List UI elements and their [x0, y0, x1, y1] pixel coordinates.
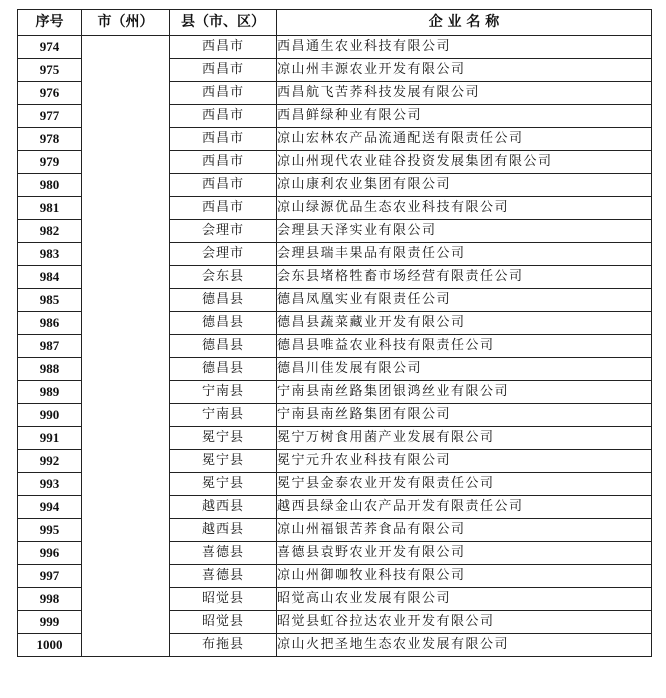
row-index: 975 [18, 59, 82, 82]
row-county: 冕宁县 [170, 450, 277, 473]
row-county: 宁南县 [170, 404, 277, 427]
row-company: 越西县绿金山农产品开发有限责任公司 [277, 496, 652, 519]
row-index: 978 [18, 128, 82, 151]
row-company: 凉山州丰源农业开发有限公司 [277, 59, 652, 82]
row-county: 西昌市 [170, 82, 277, 105]
row-index: 983 [18, 243, 82, 266]
row-index: 984 [18, 266, 82, 289]
row-company: 德昌县唯益农业科技有限责任公司 [277, 335, 652, 358]
row-index: 997 [18, 565, 82, 588]
row-county: 布拖县 [170, 634, 277, 657]
row-county: 越西县 [170, 496, 277, 519]
row-company: 西昌通生农业科技有限公司 [277, 36, 652, 59]
row-index: 998 [18, 588, 82, 611]
row-county: 西昌市 [170, 59, 277, 82]
row-index: 1000 [18, 634, 82, 657]
row-company: 凉山康利农业集团有限公司 [277, 174, 652, 197]
row-index: 985 [18, 289, 82, 312]
row-company: 凉山州现代农业硅谷投资发展集团有限公司 [277, 151, 652, 174]
row-company: 西昌鲜绿种业有限公司 [277, 105, 652, 128]
row-county: 德昌县 [170, 289, 277, 312]
table-header-row [18, 10, 652, 36]
table-body [18, 36, 652, 657]
row-county: 喜德县 [170, 542, 277, 565]
row-index: 995 [18, 519, 82, 542]
row-county: 西昌市 [170, 105, 277, 128]
row-county: 昭觉县 [170, 588, 277, 611]
row-county: 西昌市 [170, 36, 277, 59]
row-county: 越西县 [170, 519, 277, 542]
row-county: 西昌市 [170, 174, 277, 197]
row-county: 德昌县 [170, 335, 277, 358]
row-county: 冕宁县 [170, 427, 277, 450]
row-index: 987 [18, 335, 82, 358]
row-county: 喜德县 [170, 565, 277, 588]
row-company: 德昌凤凰实业有限责任公司 [277, 289, 652, 312]
header-index: 序号 [18, 10, 82, 36]
row-county: 昭觉县 [170, 611, 277, 634]
row-county: 冕宁县 [170, 473, 277, 496]
row-index: 980 [18, 174, 82, 197]
row-company: 昭觉县虹谷拉达农业开发有限公司 [277, 611, 652, 634]
row-index: 977 [18, 105, 82, 128]
row-company: 冕宁元升农业科技有限公司 [277, 450, 652, 473]
row-company: 会理县天泽实业有限公司 [277, 220, 652, 243]
header-city: 市（州） [82, 10, 170, 36]
row-company: 凉山宏林农产品流通配送有限责任公司 [277, 128, 652, 151]
row-index: 976 [18, 82, 82, 105]
row-company: 德昌县蔬菜藏业开发有限公司 [277, 312, 652, 335]
row-county: 西昌市 [170, 151, 277, 174]
row-company: 会东县堵格牲畜市场经营有限责任公司 [277, 266, 652, 289]
row-index: 993 [18, 473, 82, 496]
row-company: 会理县瑞丰果品有限责任公司 [277, 243, 652, 266]
row-index: 996 [18, 542, 82, 565]
table-row [18, 36, 652, 59]
row-company: 喜德县袁野农业开发有限公司 [277, 542, 652, 565]
row-index: 999 [18, 611, 82, 634]
row-index: 974 [18, 36, 82, 59]
row-index: 986 [18, 312, 82, 335]
row-company: 凉山火把圣地生态农业发展有限公司 [277, 634, 652, 657]
row-index: 994 [18, 496, 82, 519]
row-county: 德昌县 [170, 358, 277, 381]
row-company: 冕宁县金泰农业开发有限责任公司 [277, 473, 652, 496]
row-company: 凉山州御咖牧业科技有限公司 [277, 565, 652, 588]
row-index: 991 [18, 427, 82, 450]
enterprise-table [17, 9, 652, 657]
row-county: 宁南县 [170, 381, 277, 404]
row-city-merged [82, 36, 170, 657]
row-index: 981 [18, 197, 82, 220]
row-index: 979 [18, 151, 82, 174]
row-index: 989 [18, 381, 82, 404]
row-county: 会理市 [170, 243, 277, 266]
row-index: 990 [18, 404, 82, 427]
row-county: 德昌县 [170, 312, 277, 335]
row-company: 宁南县南丝路集团银鸿丝业有限公司 [277, 381, 652, 404]
header-company: 企 业 名 称 [277, 10, 652, 36]
row-company: 德昌川佳发展有限公司 [277, 358, 652, 381]
header-county: 县（市、区） [170, 10, 277, 36]
row-index: 982 [18, 220, 82, 243]
row-company: 昭觉高山农业发展有限公司 [277, 588, 652, 611]
row-company: 西昌航飞苦荞科技发展有限公司 [277, 82, 652, 105]
row-index: 988 [18, 358, 82, 381]
row-company: 凉山绿源优品生态农业科技有限公司 [277, 197, 652, 220]
row-company: 凉山州福银苦荞食品有限公司 [277, 519, 652, 542]
row-county: 会东县 [170, 266, 277, 289]
row-company: 冕宁万树食用菌产业发展有限公司 [277, 427, 652, 450]
row-index: 992 [18, 450, 82, 473]
row-county: 会理市 [170, 220, 277, 243]
row-company: 宁南县南丝路集团有限公司 [277, 404, 652, 427]
row-county: 西昌市 [170, 197, 277, 220]
row-county: 西昌市 [170, 128, 277, 151]
